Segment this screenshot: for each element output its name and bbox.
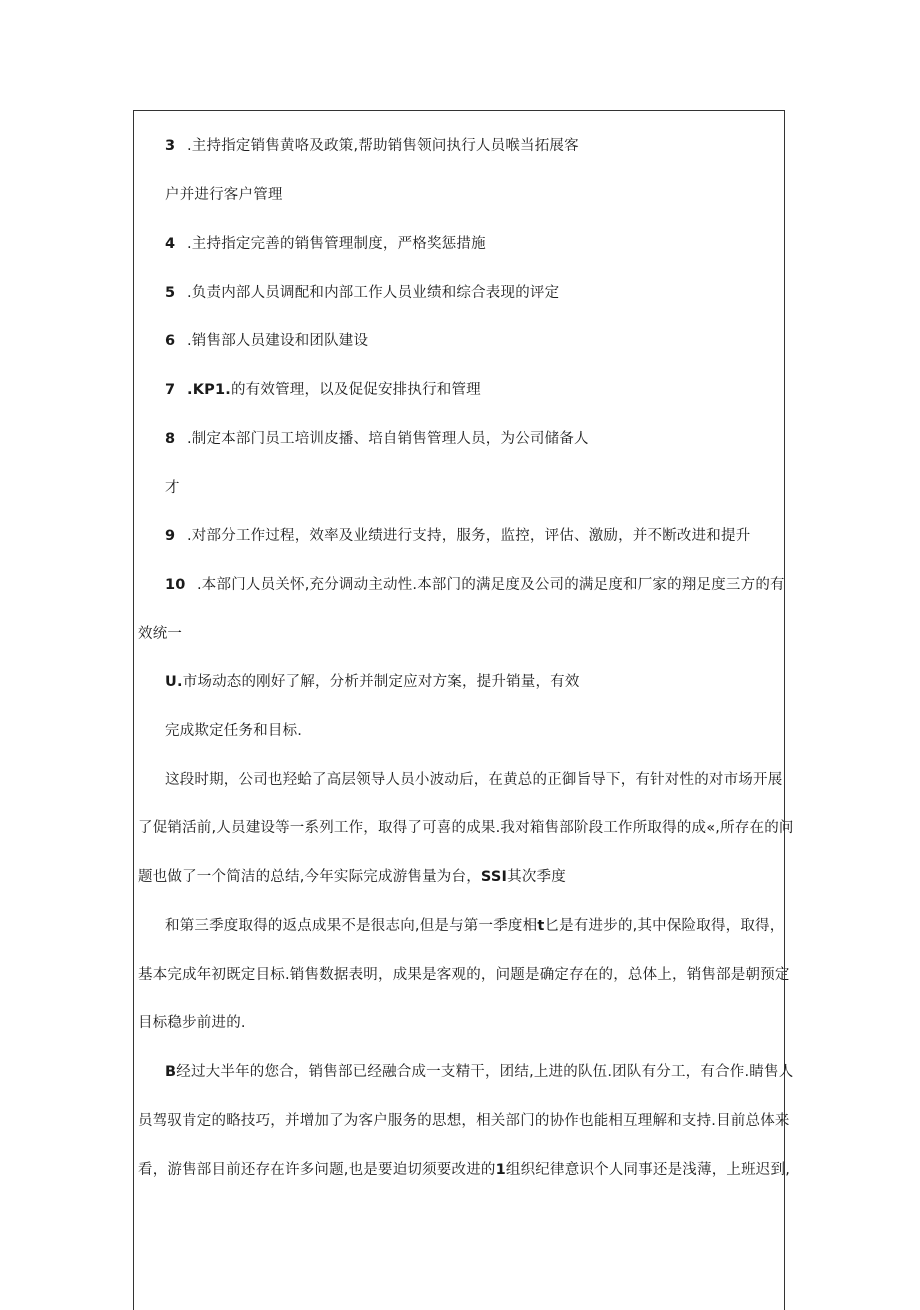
paragraph-line: [138, 1160, 790, 1180]
list-text: .主持指定销售黄咯及政策,帮助销售领问执行人员喉当拓展客: [187, 138, 579, 154]
list-text: 户并进行客户管理: [165, 187, 283, 203]
paragraph-text: 这段时期，公司也羟蛤了高层领导人员小波动后，在黄总的正御旨导下，有针对性的对市场开展: [165, 772, 783, 788]
list-item-8: [165, 429, 589, 449]
list-item-continuation: [165, 185, 283, 205]
list-item-6: [165, 331, 368, 351]
paragraph-line: [138, 1013, 246, 1033]
list-text: 才: [165, 480, 180, 496]
list-text: .本部门人员关怀,充分调动主动性.本部门的满足度及公司的满足度和厂家的翔足度三方的有: [197, 577, 785, 593]
paragraph-line: [165, 1062, 793, 1082]
list-number: 7: [165, 382, 176, 398]
paragraph-line: [138, 867, 566, 887]
paragraph-text: 组织纪律意识个人同事还是浅薄，上班迟到,: [505, 1162, 791, 1178]
list-item-3: [165, 136, 579, 156]
paragraph-text: 题也做了一个简洁的总结,今年实际完成游售量为台，: [138, 869, 481, 885]
list-text: .对部分工作过程，效率及业绩进行支持，服务，监控，评估、激励，并不断改进和提升: [187, 528, 751, 544]
list-number: 3: [165, 138, 176, 154]
list-item-5: [165, 283, 559, 303]
paragraph-line: [138, 965, 790, 985]
list-text: 的有效管理，以及促促安排执行和管理: [230, 382, 481, 398]
list-text: 完成欺定任务和目标.: [165, 723, 303, 739]
list-text-bold: .KP1.: [187, 382, 231, 398]
paragraph-text-bold: t: [537, 918, 545, 934]
list-number: 10: [165, 577, 186, 593]
paragraph-text: 目标稳步前进的.: [138, 1015, 246, 1031]
paragraph-text: 基本完成年初既定目标.销售数据表明，成果是客观的，问题是确定存在的，总体上，销售部是朝预定: [138, 967, 790, 983]
list-item-9: [165, 526, 750, 546]
list-text: 效统一: [138, 626, 183, 642]
list-text-bold: U.: [165, 674, 183, 690]
paragraph-text-bold: SSI: [480, 869, 508, 885]
list-text: .主持指定完善的销售管理制度，严格奖惩措施: [187, 236, 486, 252]
paragraph-line: [165, 770, 782, 790]
paragraph-text: 其次季度: [507, 869, 566, 885]
list-item-7: [165, 380, 481, 400]
list-number: 6: [165, 333, 176, 349]
list-item-continuation: [138, 624, 182, 644]
list-item-continuation: [165, 478, 180, 498]
list-item-10: [165, 575, 785, 595]
paragraph-text: 经过大半年的您合，销售部已经融合成一支精干，团结,上进的队伍.团队有分工，有合作.睛售人: [176, 1064, 794, 1080]
paragraph-text-bold: B: [165, 1064, 177, 1080]
list-item-continuation: [165, 721, 302, 741]
list-item-u: [165, 672, 580, 692]
list-text: .销售部人员建设和团队建设: [187, 333, 369, 349]
list-number: 9: [165, 528, 176, 544]
paragraph-text: 了促销活前,人员建设等一系列工作，取得了可喜的成果.我对箱售部阶段工作所取得的成«,所存在的问: [138, 820, 794, 836]
list-item-4: [165, 234, 486, 254]
paragraph-text: 匕是有进步的,其中保险取得，取得，: [544, 918, 785, 934]
paragraph-text-bold: 1: [495, 1162, 506, 1178]
list-text: .负责内部人员调配和内部工作人员业绩和综合表现的评定: [187, 285, 560, 301]
paragraph-text: 看，游售部目前还存在许多问题,也是要迫切须要改进的: [138, 1162, 496, 1178]
paragraph-line: [165, 916, 784, 936]
paragraph-text: 和第三季度取得的返点成果不是很志向,但是与第一季度相: [165, 918, 538, 934]
list-number: 5: [165, 285, 176, 301]
paragraph-line: [138, 818, 794, 838]
list-number: 8: [165, 431, 176, 447]
list-text: .制定本部门员工培训皮播、培自销售管理人员，为公司储备人: [187, 431, 589, 447]
paragraph-text: 员驾驭肯定的略技巧，并增加了为客户服务的思想，相关部门的协作也能相互理解和支持.目前总体来: [138, 1113, 790, 1129]
paragraph-line: [138, 1111, 790, 1131]
list-text: 市场动态的刚好了解，分析并制定应对方案，提升销量，有效: [182, 674, 580, 690]
list-number: 4: [165, 236, 176, 252]
